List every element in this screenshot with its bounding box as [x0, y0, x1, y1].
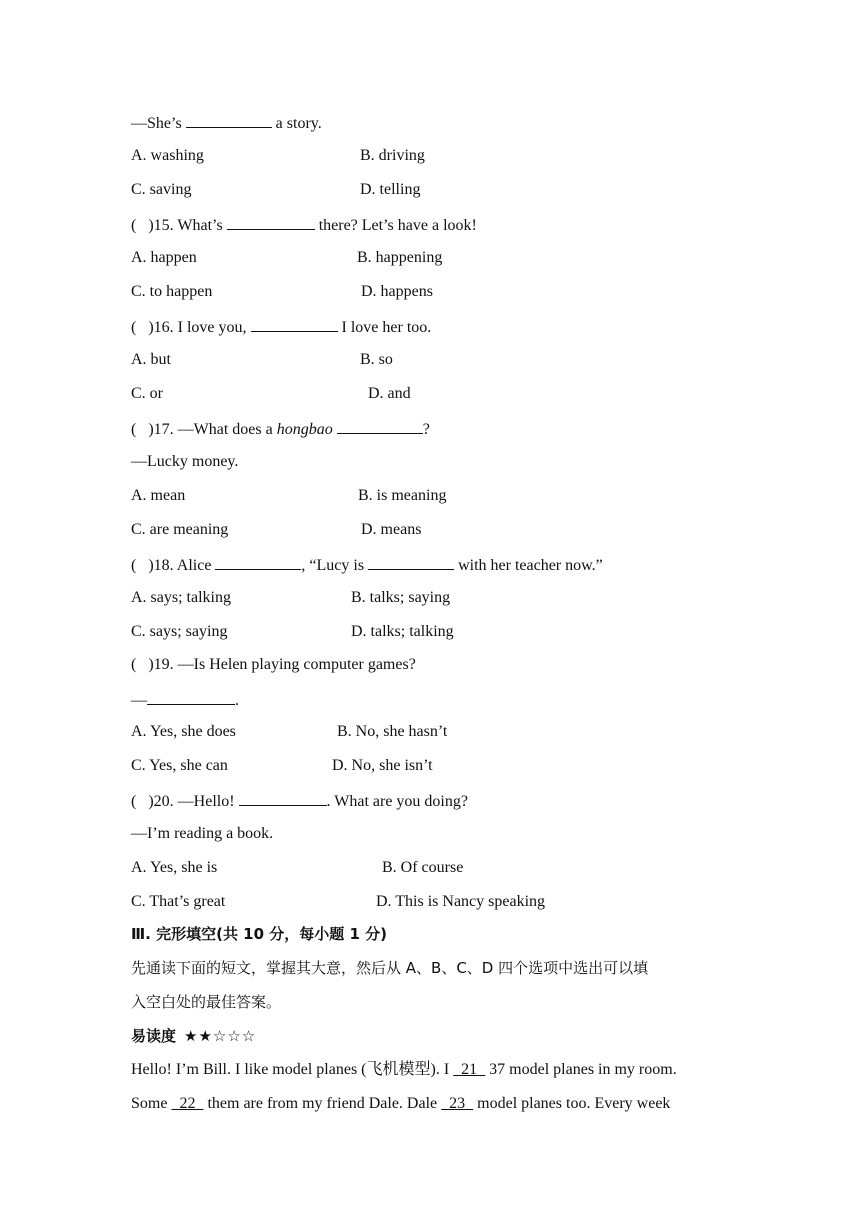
q20-reply: —I’m reading a book.: [131, 825, 274, 842]
q14-option-a: A. washing: [131, 147, 204, 164]
answer-blank: [337, 418, 423, 434]
q15-option-d: D. happens: [361, 283, 433, 300]
instructions-line-2: 入空白处的最佳答案。: [131, 993, 282, 1011]
q20-option-c: C. That’s great: [131, 893, 226, 910]
answer-blank: [215, 554, 301, 570]
q14-option-d: D. telling: [360, 181, 421, 198]
passage-line-2: Some 22 them are from my friend Dale. Dale 23 model planes too. Every week: [131, 1095, 671, 1112]
q15-option-b: B. happening: [357, 249, 443, 266]
q17-reply: —Lucky money.: [131, 453, 239, 470]
q15-option-a: A. happen: [131, 249, 197, 266]
q14-option-c: C. saving: [131, 181, 192, 198]
q16-option-d: D. and: [368, 385, 411, 402]
passage-line-1: Hello! I’m Bill. I like model planes (飞机模型). I 21 37 model planes in my room.: [131, 1061, 677, 1078]
q20-option-a: A. Yes, she is: [131, 859, 218, 876]
q19-option-c: C. Yes, she can: [131, 757, 228, 774]
q20-stem: ( )20. —Hello! . What are you doing?: [131, 790, 468, 812]
q19-option-a: A. Yes, she does: [131, 723, 236, 740]
answer-blank: [227, 214, 315, 230]
answer-blank: [239, 790, 327, 806]
q16-stem: ( )16. I love you, I love her too.: [131, 316, 431, 338]
answer-blank: [186, 112, 272, 128]
q16-option-a: A. but: [131, 351, 171, 368]
q18-stem: ( )18. Alice , “Lucy is with her teacher now.”: [131, 554, 603, 576]
q17-stem: ( )17. —What does a hongbao ?: [131, 418, 430, 440]
q16-option-c: C. or: [131, 385, 163, 402]
blank-23: 23: [449, 1095, 466, 1112]
q17-option-d: D. means: [361, 521, 422, 538]
q18-option-a: A. says; talking: [131, 589, 231, 606]
q18-option-c: C. says; saying: [131, 623, 228, 640]
star-rating-icon: ★★☆☆☆: [184, 1027, 257, 1045]
q17-option-b: B. is meaning: [358, 487, 447, 504]
q14-option-b: B. driving: [360, 147, 425, 164]
answer-blank: [147, 689, 235, 705]
q20-option-b: B. Of course: [382, 859, 464, 876]
q19-option-b: B. No, she hasn’t: [337, 723, 448, 740]
answer-blank: [251, 316, 338, 332]
q20-option-d: D. This is Nancy speaking: [376, 893, 546, 910]
q19-option-d: D. No, she isn’t: [332, 757, 433, 774]
q15-option-c: C. to happen: [131, 283, 213, 300]
q14-answer-line: —She’s a story.: [131, 112, 322, 134]
instructions-line-1: 先通读下面的短文，掌握其大意，然后从 A、B、C、D 四个选项中选出可以填: [131, 959, 649, 977]
q19-stem: ( )19. —Is Helen playing computer games?: [131, 656, 416, 673]
readability-rating: 易读度 ★★☆☆☆: [131, 1027, 257, 1045]
q18-option-d: D. talks; talking: [351, 623, 454, 640]
q17-option-a: A. mean: [131, 487, 186, 504]
q16-option-b: B. so: [360, 351, 393, 368]
q19-reply: — .: [131, 689, 239, 711]
blank-22: 22: [179, 1095, 196, 1112]
answer-blank: [368, 554, 454, 570]
blank-21: 21: [461, 1061, 478, 1078]
q15-stem: ( )15. What’s there? Let’s have a look!: [131, 214, 477, 236]
section-heading: Ⅲ. 完形填空(共 10 分，每小题 1 分): [131, 925, 388, 943]
q17-option-c: C. are meaning: [131, 521, 229, 538]
q18-option-b: B. talks; saying: [351, 589, 451, 606]
